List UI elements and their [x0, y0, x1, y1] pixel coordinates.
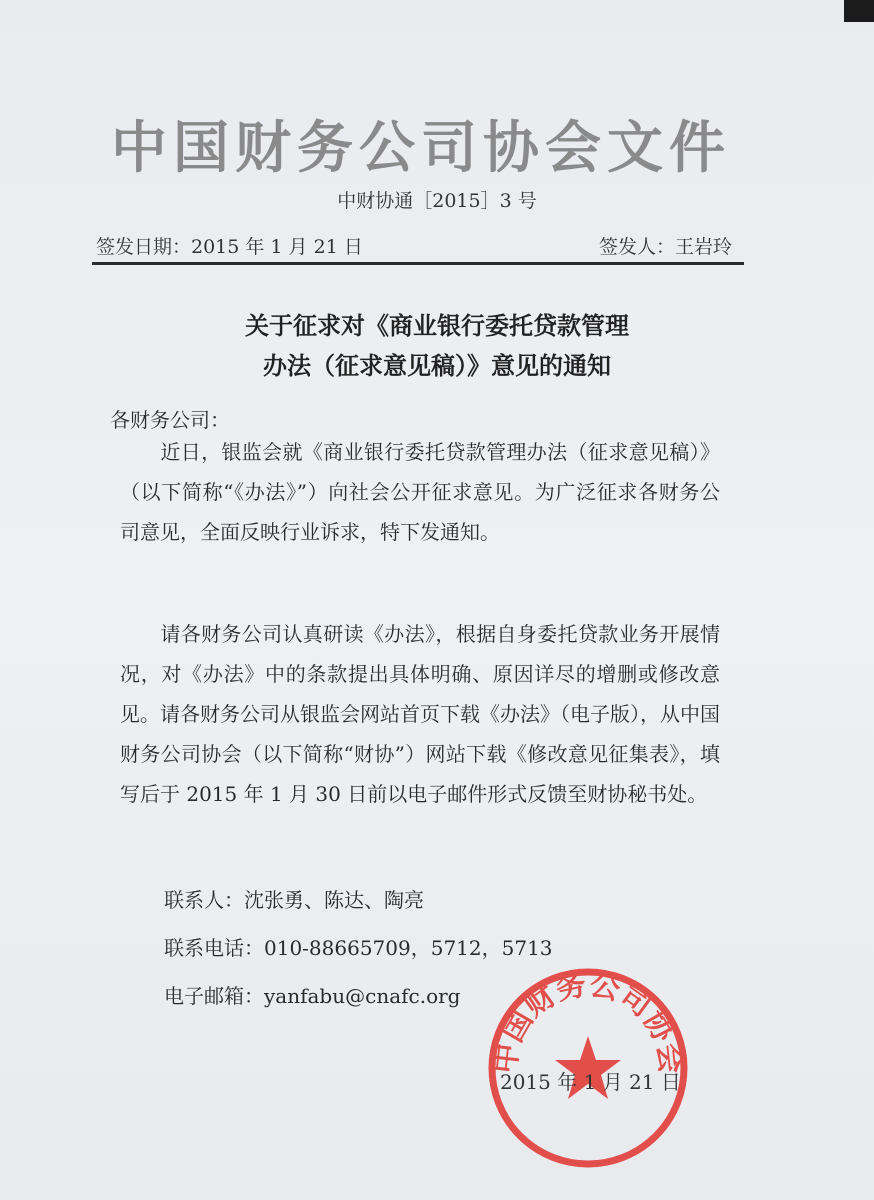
document-masthead: 中国财务公司协会文件 — [111, 115, 731, 181]
notice-title-line1: 关于征求对《商业银行委托贷款管理 — [245, 312, 629, 340]
contact-people: 联系人：沈张勇、陈达、陶亮 — [164, 888, 424, 912]
body-paragraph-2 — [120, 614, 720, 814]
document-number: 中财协通［2015］3 号 — [337, 190, 537, 212]
notice-title-line2: 办法（征求意见稿）》意见的通知 — [263, 352, 611, 380]
paragraph-1-text: 近日，银监会就《商业银行委托贷款管理办法（征求意见稿）》（以下简称“《办法》”）向社会公开征求意见。为广泛征求各财务公司意见，全面反映行业诉求，特下发通知。 — [120, 440, 720, 544]
contact-email: 电子邮箱：yanfabu@cnafc.org — [164, 984, 461, 1008]
issue-date: 签发日期：2015 年 1 月 21 日 — [96, 236, 363, 258]
seal-text-path: 中国财务公司协会 — [487, 967, 689, 1076]
scan-edge — [844, 0, 874, 22]
footer-date: 2015 年 1 月 21 日 — [500, 1070, 681, 1094]
body-paragraph-1 — [120, 432, 720, 552]
issuer-name: 签发人：王岩玲 — [598, 236, 732, 258]
paragraph-2-text: 请各财务公司认真研读《办法》，根据自身委托贷款业务开展情况，对《办法》中的条款提出具体明确、原因详尽的增删或修改意见。请各财务公司从银监会网站首页下载《办法》（电子版），从中国财务公司协会（以下简称“财协”）网站下载《修改意见征集表》，填写后于 2015 年 1 月 30 日前以电子邮件形式反馈至财协秘书处。 — [120, 622, 720, 806]
contact-phone: 联系电话：010-88665709，5712，5713 — [164, 936, 553, 960]
header-divider — [92, 262, 744, 265]
salutation: 各财务公司： — [110, 408, 230, 432]
